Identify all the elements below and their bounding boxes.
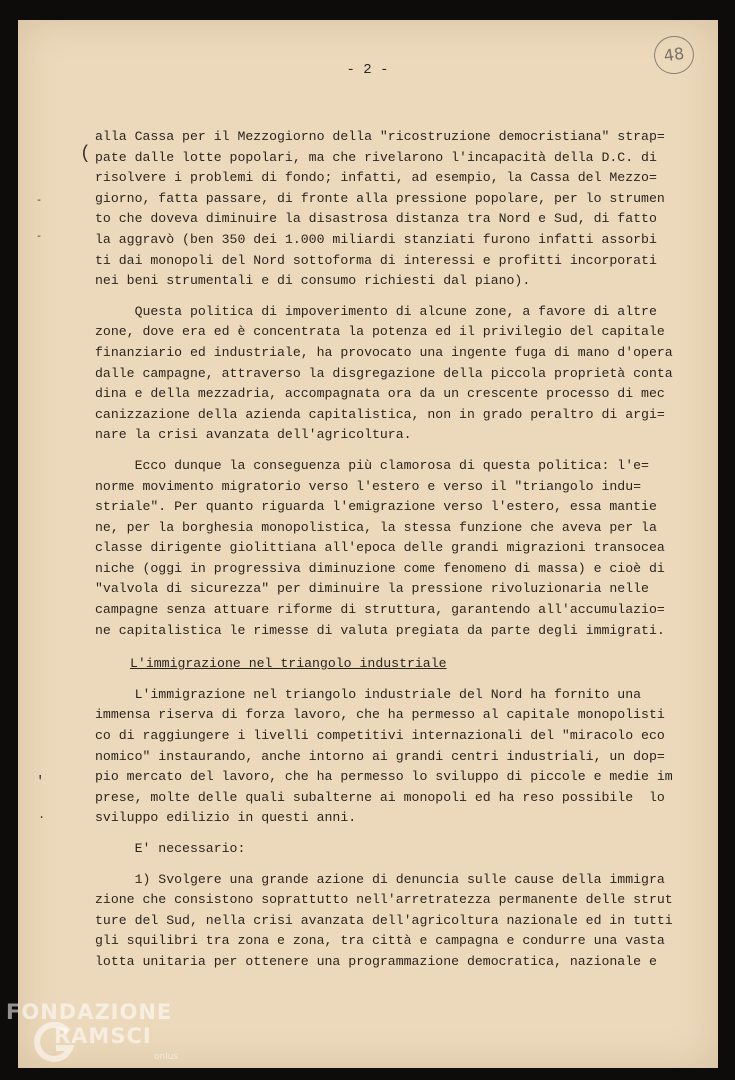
text-line: canizzazione della azienda capitalistica, non in grado peraltro di argi= — [95, 406, 665, 422]
archive-page-number: 48 — [652, 33, 697, 76]
margin-dash-mark: - — [36, 196, 43, 207]
section-title: L'immigrazione nel triangolo industriale — [130, 656, 447, 672]
text-line: niche (oggi in progressiva diminuzione come fenomeno di massa) e cioè di — [95, 560, 665, 576]
text-line: pate dalle lotte popolari, ma che rivelarono l'incapacità della D.C. di — [95, 149, 657, 165]
fondazione-gramsci-watermark — [6, 1000, 226, 1080]
text-line: dina e della mezzadria, accompagnata ora da un crescente processo di mec — [95, 386, 665, 402]
text-line: finanziario ed industriale, ha provocato una ingente fuga di mano d'opera — [95, 344, 673, 360]
watermark-suffix: onlus — [154, 1052, 179, 1062]
margin-dash-mark: - — [36, 232, 43, 243]
text-line: risolvere i problemi di fondo; infatti, ad esempio, la Cassa del Mezzo= — [95, 170, 657, 186]
text-line: L'immigrazione nel triangolo industriale del Nord ha fornito una — [95, 686, 642, 702]
text-line: nei beni strumentali e di consumo richiesti dal piano). — [95, 273, 531, 289]
text-line: nomico" instaurando, anche intorno ai grandi centri industriali, un dop= — [95, 748, 665, 764]
text-line: gli squilibri tra zona e zona, tra città e campagna e condurre una vasta — [95, 933, 665, 949]
text-line: ne capitalistica le rimesse di valuta pregiata da parte degli immigrati. — [95, 622, 665, 638]
text-line: ture del Sud, nella crisi avanzata dell'agricoltura nazionale ed in tutti — [95, 912, 673, 928]
text-line: "valvola di sicurezza" per diminuire la pressione rivoluzionaria nelle — [95, 581, 649, 597]
text-line: alla Cassa per il Mezzogiorno della "ricostruzione democristiana" strap= — [95, 129, 665, 144]
margin-paren-mark: ( — [80, 144, 91, 164]
text-line: zione che consistono soprattutto nell'arretratezza permanente delle strut — [95, 892, 673, 908]
point-1 — [95, 870, 685, 973]
page-number: - 2 - — [346, 62, 389, 78]
margin-tick-mark: ' — [36, 774, 45, 790]
text-line: 1) Svolgere una grande azione di denuncia sulle cause della immigra — [95, 871, 665, 887]
watermark-line-2: RAMSCI — [54, 1024, 152, 1048]
text-line: co di raggiungere i livelli competitivi internazionali del "miracolo eco — [95, 728, 665, 744]
text-line: zone, dove era ed è concentrata la potenza ed il privilegio del capitale — [95, 324, 665, 340]
watermark-line-1: FONDAZIONE — [6, 1000, 173, 1024]
text-line: norme movimento migratorio verso l'estero e verso il "triangolo indu= — [95, 478, 642, 494]
margin-tick-mark: . — [38, 808, 46, 822]
document-body — [95, 127, 685, 973]
paragraph-4 — [95, 685, 685, 829]
text-line: nare la crisi avanzata dell'agricoltura. — [95, 427, 412, 443]
text-line: classe dirigente giolittiana all'epoca delle grandi migrazioni transocea — [95, 540, 665, 556]
text-line: prese, molte delle quali subalterne ai monopoli ed ha reso possibile lo — [95, 789, 665, 805]
text-line: giorno, fatta passare, di fronte alla pressione popolare, per lo strumen — [95, 190, 665, 206]
text-line: striale". Per quanto riguarda l'emigrazione verso l'estero, essa mantie — [95, 499, 657, 515]
text-line: campagne senza attuare riforme di struttura, garantendo all'accumulazio= — [95, 602, 665, 618]
paragraph-1 — [95, 127, 685, 292]
paragraph-3 — [95, 456, 685, 641]
text-line: ne, per la borghesia monopolistica, la stessa funzione che aveva per la — [95, 519, 657, 535]
paragraph-2 — [95, 302, 685, 446]
text-line: lotta unitaria per ottenere una programmazione democratica, nazionale e — [95, 953, 657, 969]
text-line: to che doveva diminuire la disastrosa distanza tra Nord e Sud, di fatto — [95, 211, 657, 227]
necessario-line: E' necessario: — [95, 841, 246, 856]
text-line: Ecco dunque la conseguenza più clamorosa di questa politica: l'e= — [95, 457, 649, 473]
text-line: Questa politica di impoverimento di alcune zone, a favore di altre — [95, 303, 657, 319]
text-line: pio mercato del lavoro, che ha permesso lo sviluppo di piccole e medie im — [95, 769, 673, 785]
text-line: ti dai monopoli del Nord sottoforma di interessi e profitti incorporati — [95, 252, 657, 268]
text-line: immensa riserva di forza lavoro, che ha permesso al capitale monopolisti — [95, 707, 665, 723]
text-line: la aggravò (ben 350 dei 1.000 miliardi stanziati furono infatti assorbi — [95, 231, 657, 247]
text-line: dalle campagne, attraverso la disgregazione della piccola proprietà conta — [95, 365, 673, 381]
text-line: sviluppo edilizio in questi anni. — [95, 810, 357, 826]
